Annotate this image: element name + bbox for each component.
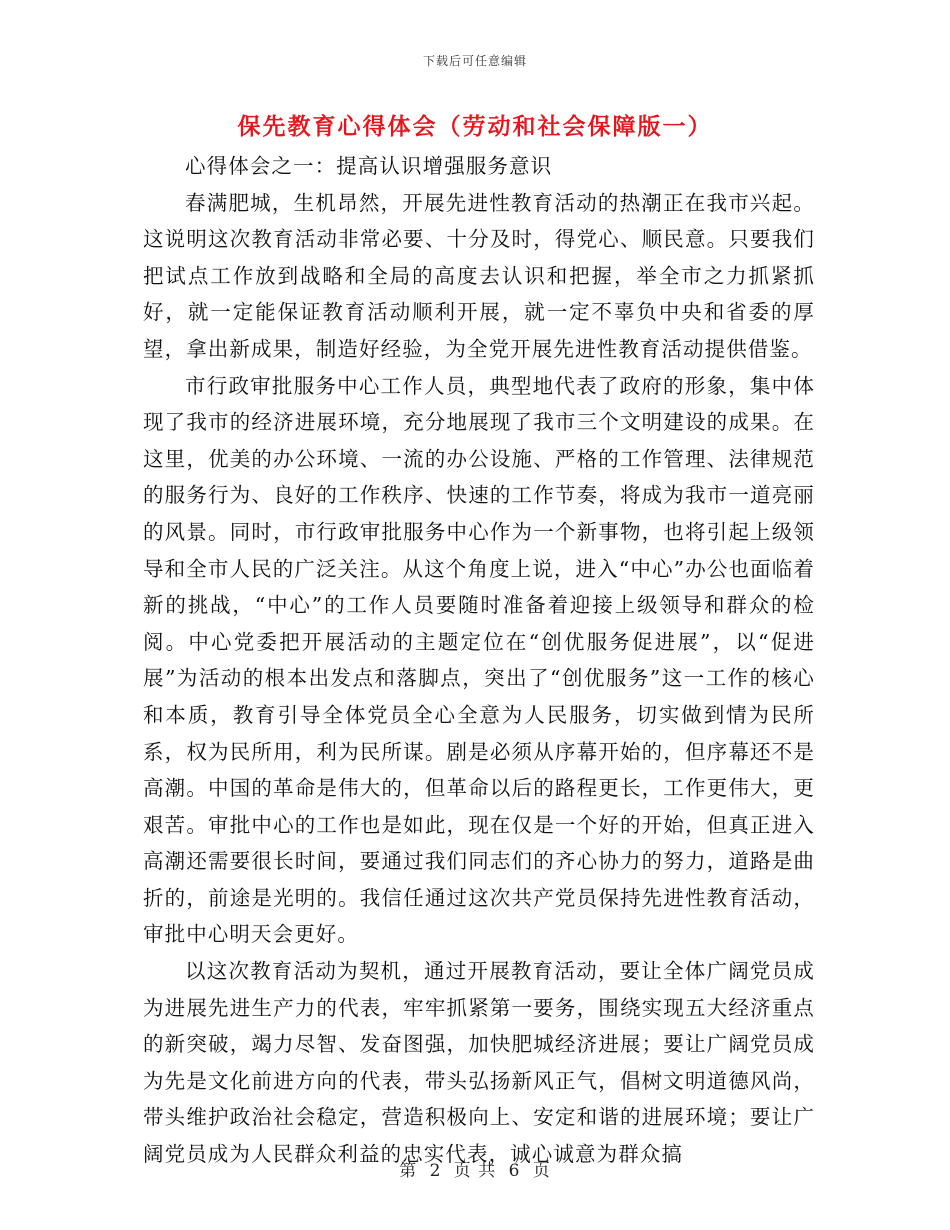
footer-middle: 页 共 bbox=[453, 1161, 497, 1181]
paragraph-3: 以这次教育活动为契机，通过开展教育活动，要让全体广阔党员成为进展先进生产力的代表，牢牢抓紧第一要务，围绕实现五大经济重点的新突破，竭力尽智、发奋图强，加快肥城经济进展；要让广阔党员成为先是文化前进方向的代表，带头弘扬新风正气，倡树文明道德风尚，带头维护政治社会稳定，营造积极向上、安定和谐的进展环境；要让广阔党员成为人民群众利益的忠实代表，诚心诚意为群众搞 bbox=[143, 959, 815, 1167]
page-footer bbox=[0, 1156, 950, 1181]
footer-total-pages: 6 bbox=[508, 1161, 521, 1181]
document-body bbox=[143, 148, 815, 1173]
paragraph-1: 春满肥城，生机昂然，开展先进性教育活动的热潮正在我市兴起。这说明这次教育活动非常必要、十分及时，得党心、顺民意。只要我们把试点工作放到战略和全局的高度去认识和把握，举全市之力抓紧抓好，就一定能保证教育活动顺利开展，就一定不辜负中央和省委的厚望，拿出新成果，制造好经验，为全党开展先进性教育活动提供借鉴。 bbox=[143, 190, 815, 361]
header-note: 下载后可任意编辑 bbox=[422, 54, 527, 68]
footer-page-number: 2 bbox=[429, 1161, 442, 1181]
footer-suffix: 页 bbox=[532, 1161, 551, 1181]
footer-prefix: 第 bbox=[399, 1161, 418, 1181]
paragraph-2: 市行政审批服务中心工作人员，典型地代表了政府的形象，集中体现了我市的经济进展环境，充分地展现了我市三个文明建设的成果。在这里，优美的办公环境、一流的办公设施、严格的工作管理、法律规范的服务行为、良好的工作秩序、快速的工作节奏，将成为我市一道亮丽的风景。同时，市行政审批服务中心作为一个新事物，也将引起上级领导和全市人民的广泛关注。从这个角度上说，进入“中心”办公也面临着新的挑战，“中心”的工作人员要随时准备着迎接上级领导和群众的检阅。中心党委把开展活动的主题定位在“创优服务促进展”，以“促进展”为活动的根本出发点和落脚点，突出了“创优服务”这一工作的核心和本质，教育引导全体党员全心全意为人民服务，切实做到情为民所系，权为民所用，利为民所谋。剧是必须从序幕开始的，但序幕还不是高潮。中国的革命是伟大的，但革命以后的路程更长，工作更伟大，更艰苦。审批中心的工作也是如此，现在仅是一个好的开始，但真正进入高潮还需要很长时间，要通过我们同志们的齐心协力的努力，道路是曲折的，前途是光明的。我信任通过这次共产党员保持先进性教育活动，审批中心明天会更好。 bbox=[143, 373, 815, 947]
document-title: 保先教育心得体会（劳动和社会保障版一） bbox=[237, 113, 713, 140]
section-subheading: 心得体会之一：提高认识增强服务意识 bbox=[185, 154, 553, 178]
